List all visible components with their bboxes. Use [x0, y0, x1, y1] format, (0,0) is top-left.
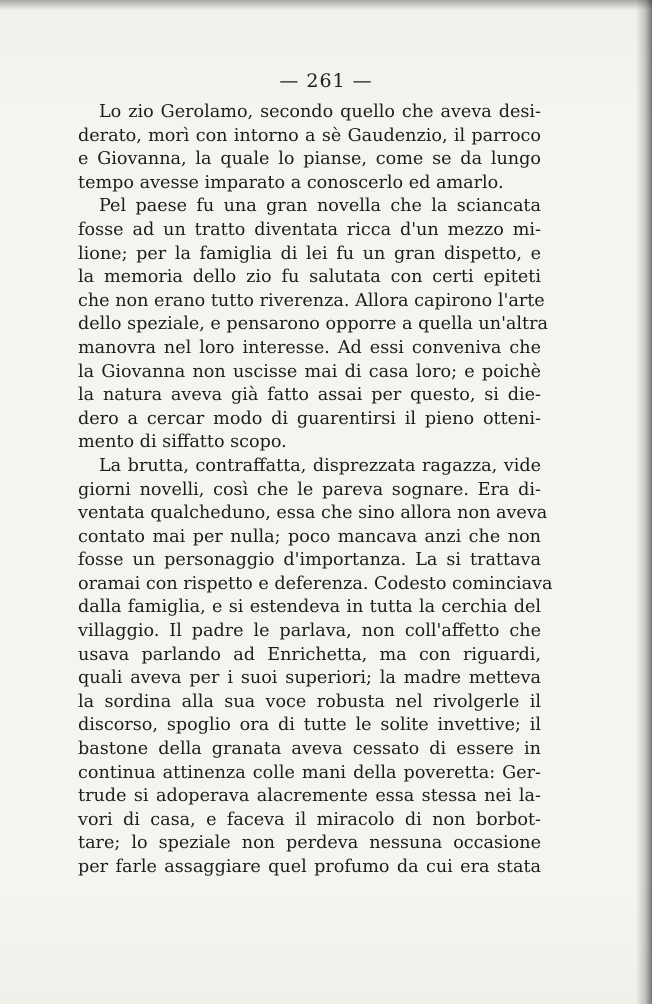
- text-line: fosse ad un tratto diventata ricca d'un mezzo mi-: [78, 219, 541, 240]
- text-line: manovra nel loro interesse. Ad essi conveniva che: [78, 337, 541, 358]
- text-line: Pel paese fu una gran novella che la sciancata: [99, 196, 541, 217]
- text-line: fosse un personaggio d'importanza. La si trattava: [78, 550, 541, 571]
- text-line: usava parlando ad Enrichetta, ma con riguardi,: [78, 644, 541, 665]
- text-line: dello speziale, e pensarono opporre a quella un'altra: [78, 314, 549, 335]
- text-line: trude si adoperava alacremente essa stessa nei la-: [78, 786, 541, 807]
- text-line: Lo zio Gerolamo, secondo quello che aveva desi-: [99, 102, 541, 122]
- text-line: lione; per la famiglia di lei fu un gran dispetto, e: [78, 243, 541, 264]
- text-line: la memoria dello zio fu salutata con certi epiteti: [78, 267, 541, 288]
- text-line: vori di casa, e faceva il miracolo di non borbot-: [78, 809, 541, 830]
- text-line: derato, morì con intorno a sè Gaudenzio, il parroco: [78, 125, 541, 146]
- text-line: villaggio. Il padre le parlava, non coll'affetto che: [78, 621, 541, 642]
- text-line: tare; lo speziale non perdeva nessuna occasione: [78, 833, 541, 854]
- page-number: — 261 —: [279, 70, 373, 92]
- text-line: tempo avesse imparato a conoscerlo ed amarlo.: [78, 172, 504, 193]
- text-block: [78, 101, 553, 880]
- text-line: e Giovanna, la quale lo pianse, come se da lungo: [78, 149, 541, 170]
- text-line: continua attinenza colle mani della poveretta: Ger-: [78, 762, 541, 783]
- text-line: ventata qualcheduno, essa che sino allora non aveva: [78, 503, 548, 524]
- text-line: giorni novelli, così che le pareva sognare. Era di-: [78, 479, 541, 500]
- text-line: contato mai per nulla; poco mancava anzi che non: [78, 526, 541, 547]
- text-line: oramai con rispetto e deferenza. Codesto cominciava: [78, 573, 553, 594]
- page-top-shadow: [0, 0, 652, 10]
- text-line: per farle assaggiare quel profumo da cui era stata: [78, 857, 541, 877]
- text-line: discorso, spoglio ora di tutte le solite invettive; il: [78, 715, 541, 736]
- text-line: mento di siffatto scopo.: [78, 432, 287, 453]
- text-line: dalla famiglia, e si estendeva in tutta la cerchia del: [78, 597, 541, 618]
- text-line: la Giovanna non uscisse mai di casa loro; e poichè: [78, 361, 541, 382]
- text-line: bastone della granata aveva cessato di essere in: [78, 739, 541, 760]
- text-line: la natura aveva già fatto assai per questo, si die-: [78, 385, 541, 406]
- text-line: che non erano tutto riverenza. Allora capirono l'arte: [78, 290, 545, 311]
- page-right-shadow: [636, 0, 652, 1004]
- text-line: la sordina alla sua voce robusta nel rivolgerle il: [78, 691, 541, 712]
- text-line: dero a cercar modo di guarentirsi il pieno otteni-: [78, 408, 541, 429]
- text-line: La brutta, contraffatta, disprezzata ragazza, vide: [99, 455, 541, 476]
- text-line: quali aveva per i suoi superiori; la madre metteva: [78, 668, 541, 689]
